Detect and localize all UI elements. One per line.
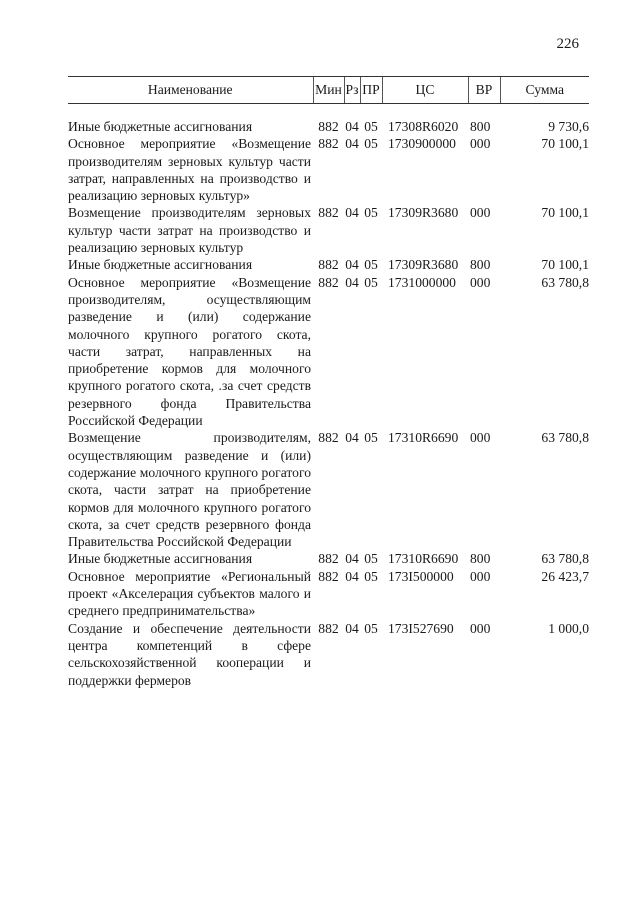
row-sum: 9 730,6 <box>548 119 589 134</box>
row-cs: 17310R6690 <box>388 430 459 446</box>
row-vr: 000 <box>470 430 491 446</box>
row-sum: 63 780,8 <box>541 551 589 567</box>
row-min: 882 <box>318 551 339 567</box>
table-row <box>68 568 589 620</box>
row-name: Иные бюджетные ассигнования <box>68 119 253 134</box>
row-rz: 04 <box>345 136 359 152</box>
row-pr: 05 <box>364 205 378 221</box>
row-sum: 1 000,0 <box>548 620 589 636</box>
budget-table-container <box>68 76 589 689</box>
table-row <box>68 204 589 256</box>
header-spacer <box>68 104 589 119</box>
row-pr: 05 <box>364 551 378 567</box>
row-sum: 70 100,1 <box>541 205 589 221</box>
row-cs: 1731000000 <box>388 274 456 290</box>
row-pr: 05 <box>364 119 378 134</box>
row-vr: 000 <box>470 620 491 636</box>
table-row <box>68 550 589 567</box>
table-row <box>68 274 589 430</box>
row-sum: 63 780,8 <box>541 430 589 446</box>
row-min: 882 <box>318 136 339 152</box>
row-vr: 000 <box>470 136 491 152</box>
row-pr: 05 <box>364 274 378 290</box>
row-sum: 26 423,7 <box>541 568 589 584</box>
row-name: Основное мероприятие «Региональный проект «Акселерация субъектов малого и среднего предпринимательства» <box>68 568 311 619</box>
header-sum: Сумма <box>500 77 589 104</box>
row-cs: 173I500000 <box>388 568 454 584</box>
header-rz: Рз <box>344 77 360 104</box>
table-row <box>68 118 589 135</box>
header-name: Наименование <box>68 77 313 104</box>
row-sum: 70 100,1 <box>541 257 589 273</box>
row-name: Основное мероприятие «Возмещение производителям зерновых культур части затрат, направленных на производство и реализацию зерновых культур» <box>68 136 311 204</box>
row-cs: 1730900000 <box>388 136 456 152</box>
row-sum: 70 100,1 <box>541 136 589 152</box>
row-rz: 04 <box>345 620 359 636</box>
table-row <box>68 256 589 273</box>
row-cs: 17308R6020 <box>388 119 459 134</box>
row-vr: 000 <box>470 568 491 584</box>
row-vr: 800 <box>470 551 491 567</box>
row-min: 882 <box>318 274 339 290</box>
row-min: 882 <box>318 205 339 221</box>
table-header <box>68 77 589 104</box>
row-name: Иные бюджетные ассигнования <box>68 551 253 567</box>
header-pr: ПР <box>360 77 382 104</box>
row-pr: 05 <box>364 568 378 584</box>
table-row <box>68 620 589 689</box>
row-min: 882 <box>318 119 339 134</box>
row-cs: 17309R3680 <box>388 205 459 221</box>
row-vr: 000 <box>470 205 491 221</box>
budget-table <box>68 76 589 689</box>
row-rz: 04 <box>345 430 359 446</box>
row-rz: 04 <box>345 551 359 567</box>
header-cs: ЦС <box>382 77 468 104</box>
row-rz: 04 <box>345 257 359 273</box>
table-row <box>68 429 589 550</box>
header-min: Мин <box>313 77 344 104</box>
row-cs: 173I527690 <box>388 620 454 636</box>
row-vr: 000 <box>470 274 491 290</box>
row-pr: 05 <box>364 136 378 152</box>
row-name: Возмещение производителям зерновых культур части затрат на производство и реализацию зерновых культур <box>68 205 311 256</box>
row-rz: 04 <box>345 568 359 584</box>
row-cs: 17310R6690 <box>388 551 459 567</box>
row-min: 882 <box>318 430 339 446</box>
row-cs: 17309R3680 <box>388 257 459 273</box>
row-rz: 04 <box>345 274 359 290</box>
table-row <box>68 135 589 204</box>
header-vr: ВР <box>468 77 500 104</box>
row-pr: 05 <box>364 620 378 636</box>
page-number: 226 <box>556 36 579 52</box>
row-name: Создание и обеспечение деятельности центра компетенций в сфере сельскохозяйственной кооперации и поддержки фермеров <box>68 620 311 688</box>
row-name: Иные бюджетные ассигнования <box>68 257 253 273</box>
row-name: Основное мероприятие «Возмещение производителям, осуществляющим разведение и (или) содержание молочного крупного рогатого скота, части затрат, направленных на приобретение кормов для молочного крупного рогатого скота, .за счет средств резервного фонда Правительства Российской Федерации <box>68 274 311 429</box>
row-min: 882 <box>318 568 339 584</box>
row-min: 882 <box>318 620 339 636</box>
row-vr: 800 <box>470 257 491 273</box>
row-sum: 63 780,8 <box>541 274 589 290</box>
row-rz: 04 <box>345 205 359 221</box>
row-pr: 05 <box>364 430 378 446</box>
row-vr: 800 <box>470 119 491 134</box>
row-name: Возмещение производителям, осуществляющим разведение и (или) содержание молочного крупного рогатого скота, части затрат на приобретение кормов для молочного крупного рогатого скота, за счет средств резервного фонда Правительства Российской Федерации <box>68 430 311 550</box>
row-rz: 04 <box>345 119 359 134</box>
row-min: 882 <box>318 257 339 273</box>
row-pr: 05 <box>364 257 378 273</box>
